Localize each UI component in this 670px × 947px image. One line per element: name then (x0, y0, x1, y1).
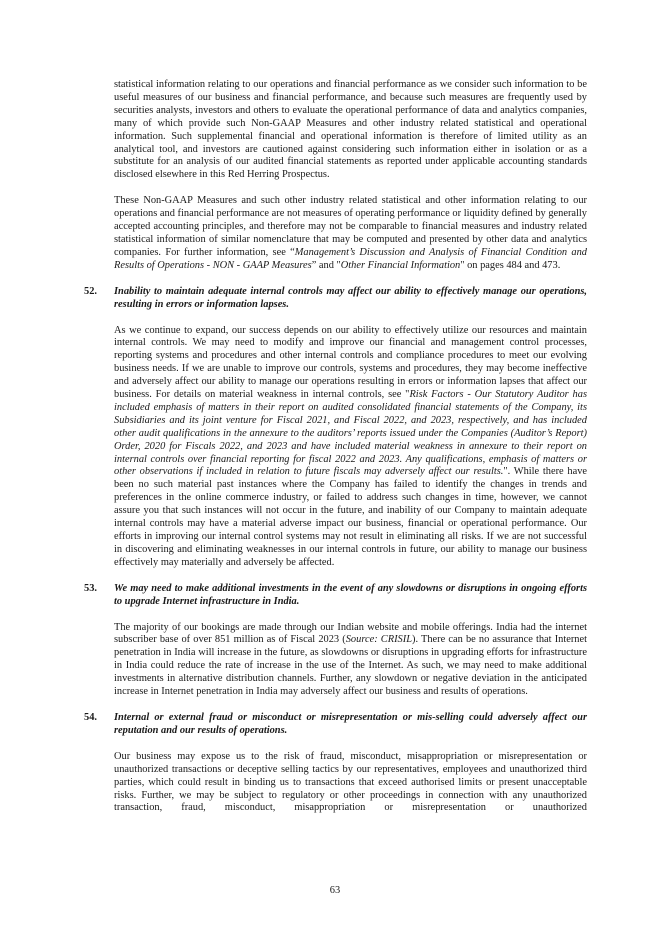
source-citation: Source: CRISIL (345, 634, 412, 646)
intro-paragraph-1: statistical information relating to our operations and financial performance as we consider such information to be useful measures of our business and financial performance, and because such measures are frequently used by securities analysts, investors and others to evaluate the operational performance of data and analytics companies, many of which provide such Non-GAAP Measures and other industry related statistical and operational information. Such supplemental financial and operational information is therefore of limited utility as an analytical tool, and investors are cautioned against considering such information either in isolation or as a substitute for an analysis of our audited financial statements as reported under applicable accounting standards disclosed elsewhere in this Red Herring Prospectus. (114, 79, 587, 181)
risk-factor-53 (84, 582, 587, 699)
section-number: 52. (84, 285, 97, 297)
risk-factor-body: As we continue to expand, our success depends on our ability to effectively utilize our resources and maintain internal controls. We may need to modify and improve our financial and management control processes, reporting systems and procedures and other internal controls and compliance procedures to meet our evolving business needs. If we are unable to improve our controls, systems and procedures, they may become ineffective and adversely affect our ability to manage our operations resulting in errors or information lapses that affect our business. For details on material weakness in internal controls, see "Risk Factors - Our Statutory Auditor has included emphasis of matters in their report on audited consolidated financial statements of the Company, its Subsidiaries and its joint venture for Fiscal 2021, and Fiscal 2022, and 2023, respectively, and has included other audit qualifications in the annexure to the auditors’ reports issued under the Companies (Auditor’s Report) Order, 2020 for Fiscals 2022, and 2023 and have included material weakness in annexure to their report on internal controls over financial reporting for fiscal 2022 and 2023. Any qualifications, emphasis of matters or other observations if included in relation to future fiscals may adversely affect our results.". While there have been no such material past instances where the Company has failed to identify the changes in trends and preferences in the online commerce industry, or failed to address such changes in time, however, we cannot assure you that such instances will not occur in the future, and inability of our Company to maintain adequate internal controls may have a material adverse impact our business, financial or operational performance. Our efforts in improving our internal control systems may not result in eliminating all risks. If we are not successful in discovering and eliminating weaknesses in our internal controls in future, our ability to manage our business effectively may materially and adversely be affected. (114, 324, 587, 568)
risk-factor-52 (84, 285, 587, 570)
risk-factor-heading: 52. Inability to maintain adequate internal controls may affect our ability to effectively manage our operations, resulting in errors or information lapses. (84, 285, 587, 310)
section-number: 54. (84, 711, 97, 723)
risk-factor-heading: 53. We may need to make additional investments in the event of any slowdowns or disruptions in ongoing efforts to upgrade Internet infrastructure in India. (84, 582, 587, 607)
risk-factor-body: The majority of our bookings are made through our Indian website and mobile offerings. India had the internet subscriber base of over 851 million as of Fiscal 2023 (Source: CRISIL). There can be no assurance that Internet penetration in India will increase in the future, as slowdowns or disruptions in upgrading efforts for infrastructure in India could reduce the rate of increase in the use of the Internet. As such, we may need to make additional investments in alternative distribution channels. Further, any slowdown or negative deviation in the anticipated increase in Internet penetration in India may adversely affect our business and results of operations. (114, 621, 587, 698)
risk-factor-54 (84, 711, 587, 815)
page-number: 63 (329, 885, 341, 896)
intro-paragraph-2: These Non-GAAP Measures and such other industry related statistical and other information relating to our operations and financial performance are not measures of operating performance or liquidity defined by generally accepted accounting principles, and therefore may not be comparable to financial measures and industry related statistical information of similar nomenclature that may be computed and presented by other data and analytics companies. For further information, see “Management’s Discussion and Analysis of Financial Condition and Results of Operations - NON - GAAP Measures” and "Other Financial Information" on pages 484 and 473. (114, 195, 587, 271)
cross-reference-other-financial-info: Other Financial Information (340, 259, 461, 271)
risk-factor-heading: 54. Internal or external fraud or misconduct or misrepresentation or mis-selling could adversely affect our reputation and our results of operations. (84, 711, 587, 736)
document-page (84, 79, 587, 815)
cross-reference-statutory-auditor: Risk Factors - Our Statutory Auditor has included emphasis of matters in their report on audited consolidated financial statements of the Company, its Subsidiaries and its joint venture for Fiscal 2021, and Fiscal 2022, and 2023, respectively, and has included other audit qualifications in the annexure to the auditors’ reports issued under the Companies (Auditor’s Report) Order, 2020 for Fiscals 2022, and 2023 and have included material weakness in annexure to their report on internal controls over financial reporting for fiscal 2022 and 2023. Any qualifications, emphasis of matters or other observations if included in relation to future fiscals may adversely affect our results. (114, 389, 587, 478)
section-number: 53. (84, 582, 97, 594)
risk-factor-body: Our business may expose us to the risk of fraud, misconduct, misappropriation or misrepresentation or unauthorized transactions or deceptive selling tactics by our representatives, employees and unauthorized third parties, which could result in binding us to transactions that exceed authorised limits or present unacceptable risks. Further, we may be subject to regulatory or other proceedings in connection with any unauthorized transaction, fraud, misconduct, misappropriation or misrepresentation or unauthorized (114, 750, 587, 814)
cross-reference-mdna: Management’s Discussion and Analysis of Financial Condition and Results of Operations - NON - GAAP Measures (114, 246, 587, 271)
